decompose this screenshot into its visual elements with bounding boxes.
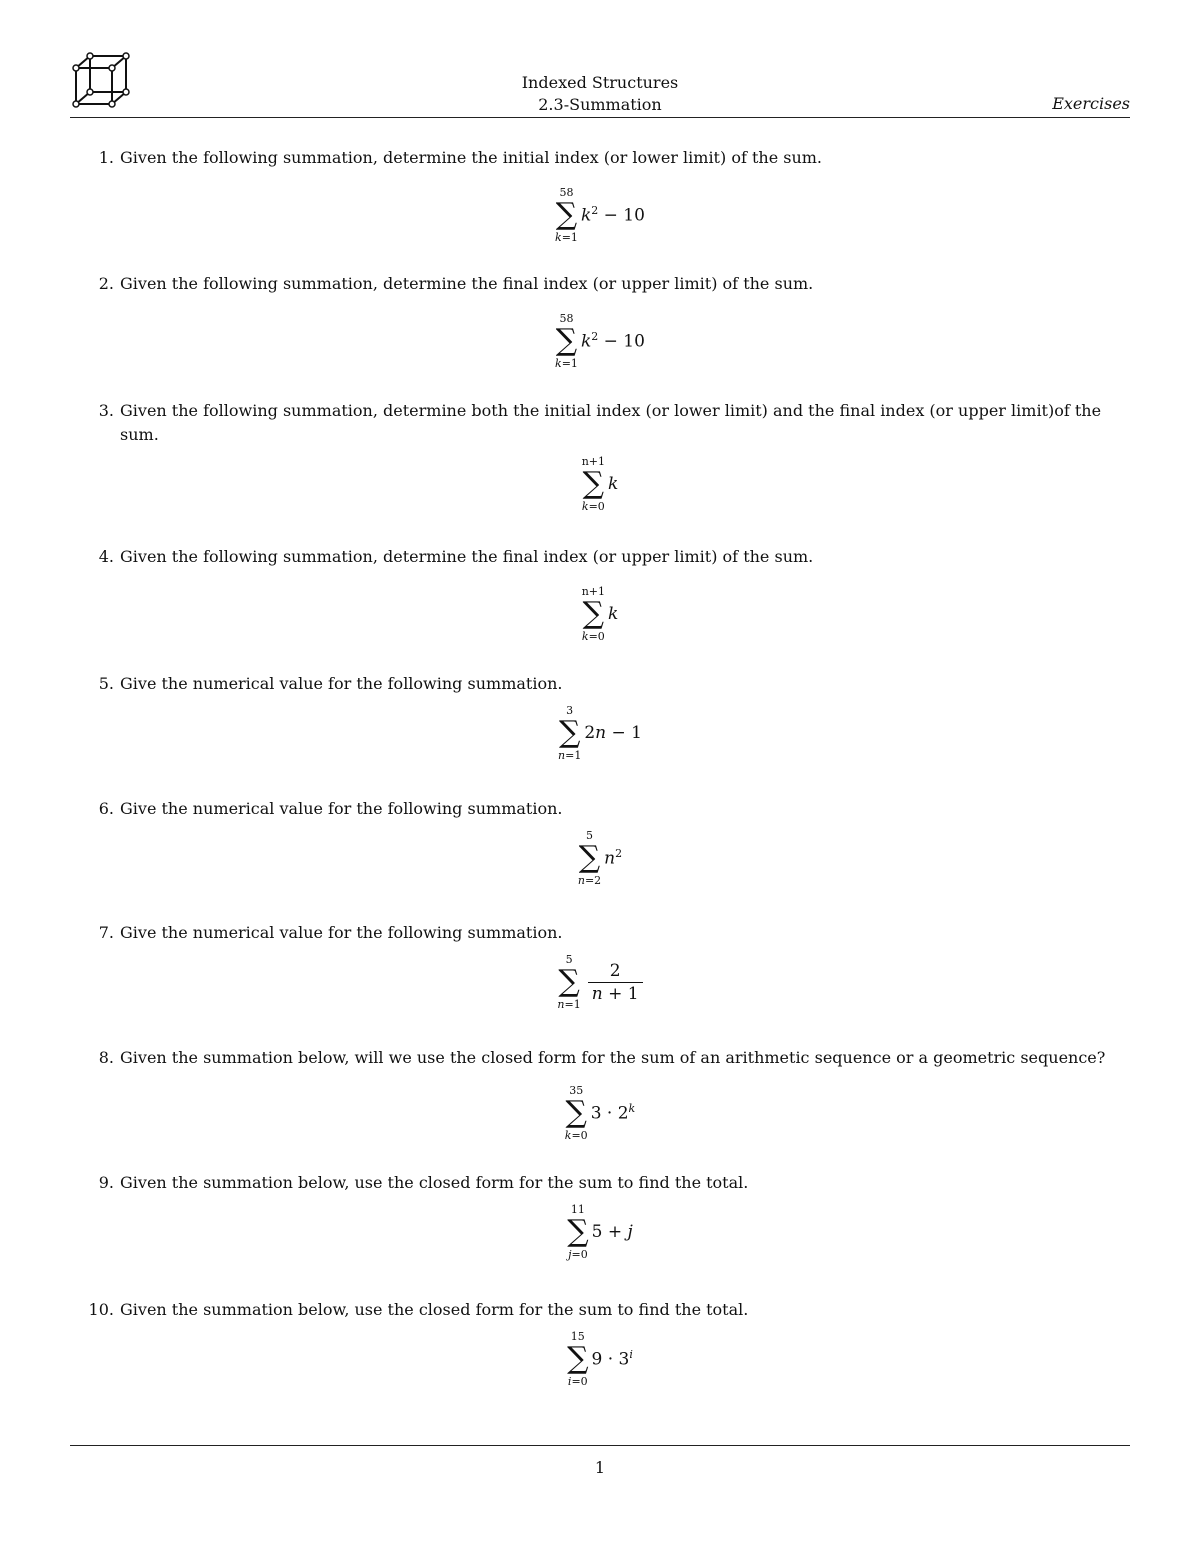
lower-limit xyxy=(568,1248,588,1261)
summation-formula xyxy=(0,951,1200,1013)
lower-limit xyxy=(555,357,578,370)
summand-variable: k xyxy=(608,604,619,624)
upper-limit: n+1 xyxy=(581,585,605,598)
exercise-prompt: Give the numerical value for the following summation. xyxy=(120,799,563,818)
denominator-variable: n xyxy=(591,983,603,1004)
index-variable: n xyxy=(558,749,566,762)
sigma-block xyxy=(582,455,605,513)
summand-exponent: 2 xyxy=(591,204,599,218)
exercise-number: 5. xyxy=(98,674,114,693)
index-variable: k xyxy=(555,231,562,244)
exercise-number: 8. xyxy=(98,1048,114,1067)
lower-limit xyxy=(582,630,605,643)
exercise-number: 1. xyxy=(98,148,114,167)
summation-formula xyxy=(0,184,1200,246)
denominator-rest: + 1 xyxy=(602,983,639,1004)
sigma-block xyxy=(558,704,581,762)
summand-prefix: 9 · 3 xyxy=(591,1349,630,1370)
index-variable: j xyxy=(568,1248,572,1261)
lower-limit xyxy=(582,500,605,513)
exercise-number: 9. xyxy=(98,1173,114,1192)
sigma-symbol: ∑ xyxy=(567,1341,589,1376)
index-start: =1 xyxy=(564,998,581,1011)
summation-formula xyxy=(0,1328,1200,1390)
summand-rest: − 10 xyxy=(598,205,645,226)
exercise-prompt: Given the following summation, determine both the initial index (or lower limit) and the final index (or upper limit)of the sum. xyxy=(120,401,1102,444)
exercise-number: 6. xyxy=(98,799,114,818)
index-start: =1 xyxy=(565,749,582,762)
sigma-symbol: ∑ xyxy=(555,197,578,232)
upper-limit: 58 xyxy=(559,186,574,199)
sigma-block xyxy=(567,1203,588,1261)
index-variable: n xyxy=(577,874,585,887)
sigma-symbol: ∑ xyxy=(558,964,580,999)
upper-limit: 3 xyxy=(566,704,574,717)
lower-limit xyxy=(555,231,578,244)
summand-exponent: i xyxy=(629,1348,633,1362)
index-variable: k xyxy=(581,500,589,513)
sigma-block xyxy=(557,953,580,1011)
header-subtitle: 2.3-Summation xyxy=(538,95,662,114)
exercise-number: 7. xyxy=(98,923,114,942)
index-start: =2 xyxy=(584,874,602,887)
exercise-item xyxy=(70,797,1132,821)
index-start: =0 xyxy=(588,630,605,643)
footer-rule xyxy=(70,1445,1130,1446)
summand-exponent: 2 xyxy=(615,847,623,861)
index-variable: k xyxy=(581,630,589,643)
index-start: =0 xyxy=(571,1248,588,1261)
sigma-block xyxy=(567,1330,588,1388)
summand xyxy=(608,604,618,624)
summand-rest: − 10 xyxy=(598,331,645,352)
summation-formula xyxy=(0,827,1200,889)
summand-variable: n xyxy=(595,723,607,743)
lower-limit xyxy=(557,998,580,1011)
summand-prefix: 3 · 2 xyxy=(590,1103,629,1124)
index-start: =1 xyxy=(561,231,578,244)
exercise-prompt: Give the numerical value for the following summation. xyxy=(120,674,563,693)
index-start: =0 xyxy=(588,500,605,513)
summation-formula xyxy=(0,583,1200,645)
header-title: Indexed Structures xyxy=(521,73,679,92)
exercise-prompt: Given the summation below, will we use the closed form for the sum of an arithmetic sequence or a geometric sequence? xyxy=(120,1048,1106,1067)
exercise-item xyxy=(70,921,1132,945)
summand-exponent: k xyxy=(628,1102,636,1116)
sigma-symbol: ∑ xyxy=(555,323,578,358)
index-start: =0 xyxy=(571,1375,588,1388)
fraction-denominator xyxy=(588,982,643,1005)
upper-limit: n+1 xyxy=(581,455,605,468)
exercise-item xyxy=(70,146,1132,170)
upper-limit: 5 xyxy=(586,829,594,842)
summation-formula xyxy=(0,453,1200,515)
summation-formula xyxy=(0,1082,1200,1144)
exercise-prompt: Give the numerical value for the following summation. xyxy=(120,923,563,942)
exercise-item xyxy=(70,1298,1132,1322)
fraction-numerator: 2 xyxy=(609,960,621,981)
upper-limit: 58 xyxy=(559,312,574,325)
summand-exponent: 2 xyxy=(591,330,599,344)
exercise-item xyxy=(70,1046,1132,1070)
index-variable: k xyxy=(564,1129,572,1142)
sigma-symbol: ∑ xyxy=(567,1214,589,1249)
index-start: =1 xyxy=(561,357,578,370)
sigma-block xyxy=(578,829,601,887)
lower-limit xyxy=(558,749,581,762)
exercise-number: 10. xyxy=(88,1300,114,1319)
exercise-prompt: Given the following summation, determine the initial index (or lower limit) of the sum. xyxy=(120,148,823,167)
page-number: 1 xyxy=(594,1458,606,1477)
exercise-item xyxy=(70,399,1132,447)
exercise-prompt: Given the summation below, use the closed form for the sum to find the total. xyxy=(120,1300,749,1319)
sigma-block xyxy=(565,1084,588,1142)
lower-limit xyxy=(565,1129,588,1142)
exercise-item xyxy=(70,545,1132,569)
summand xyxy=(581,204,645,226)
summand-rest: − 1 xyxy=(606,723,642,743)
exercise-prompt: Given the following summation, determine the final index (or upper limit) of the sum. xyxy=(120,274,814,293)
summand xyxy=(584,960,643,1005)
summation-formula xyxy=(0,1201,1200,1263)
sigma-symbol: ∑ xyxy=(558,715,581,750)
exercise-number: 2. xyxy=(98,274,114,293)
upper-limit: 15 xyxy=(570,1330,585,1343)
index-variable: n xyxy=(557,998,565,1011)
exercise-number: 4. xyxy=(98,547,114,566)
summation-formula xyxy=(0,310,1200,372)
summand xyxy=(581,330,645,352)
summand-variable: n xyxy=(604,848,616,869)
exercise-item xyxy=(70,272,1132,296)
cube-logo-icon xyxy=(72,52,130,108)
sigma-block xyxy=(582,585,605,643)
summand-variable: k xyxy=(580,331,592,352)
page-header xyxy=(400,72,800,116)
summand xyxy=(584,723,642,743)
index-start: =0 xyxy=(571,1129,588,1142)
summand-variable: k xyxy=(608,474,619,494)
summand-variable: k xyxy=(580,205,592,226)
summand xyxy=(604,847,622,869)
sigma-symbol: ∑ xyxy=(578,840,601,875)
summand-variable: j xyxy=(627,1222,633,1242)
lower-limit xyxy=(578,874,601,887)
upper-limit: 35 xyxy=(569,1084,584,1097)
exercise-prompt: Given the summation below, use the closed form for the sum to find the total. xyxy=(120,1173,749,1192)
exercise-item xyxy=(70,672,1132,696)
exercise-item xyxy=(70,1171,1132,1195)
exercise-number: 3. xyxy=(98,401,114,420)
sigma-symbol: ∑ xyxy=(582,466,605,501)
index-variable: i xyxy=(567,1375,572,1388)
header-section: Exercises xyxy=(1052,94,1130,113)
header-rule xyxy=(70,117,1130,118)
fraction xyxy=(588,960,643,1005)
summand-prefix: 5 + xyxy=(591,1222,628,1242)
summand-prefix: 2 xyxy=(584,723,596,743)
index-variable: k xyxy=(555,357,562,370)
sigma-symbol: ∑ xyxy=(582,596,605,631)
summand xyxy=(591,1102,636,1124)
summand xyxy=(592,1348,633,1370)
summand xyxy=(592,1222,633,1242)
upper-limit: 11 xyxy=(570,1203,585,1216)
sigma-symbol: ∑ xyxy=(565,1095,587,1130)
sigma-block xyxy=(555,186,578,244)
upper-limit: 5 xyxy=(565,953,573,966)
exercise-prompt: Given the following summation, determine the final index (or upper limit) of the sum. xyxy=(120,547,814,566)
lower-limit xyxy=(568,1375,588,1388)
summand xyxy=(608,474,618,494)
sigma-block xyxy=(555,312,578,370)
summation-formula xyxy=(0,702,1200,764)
